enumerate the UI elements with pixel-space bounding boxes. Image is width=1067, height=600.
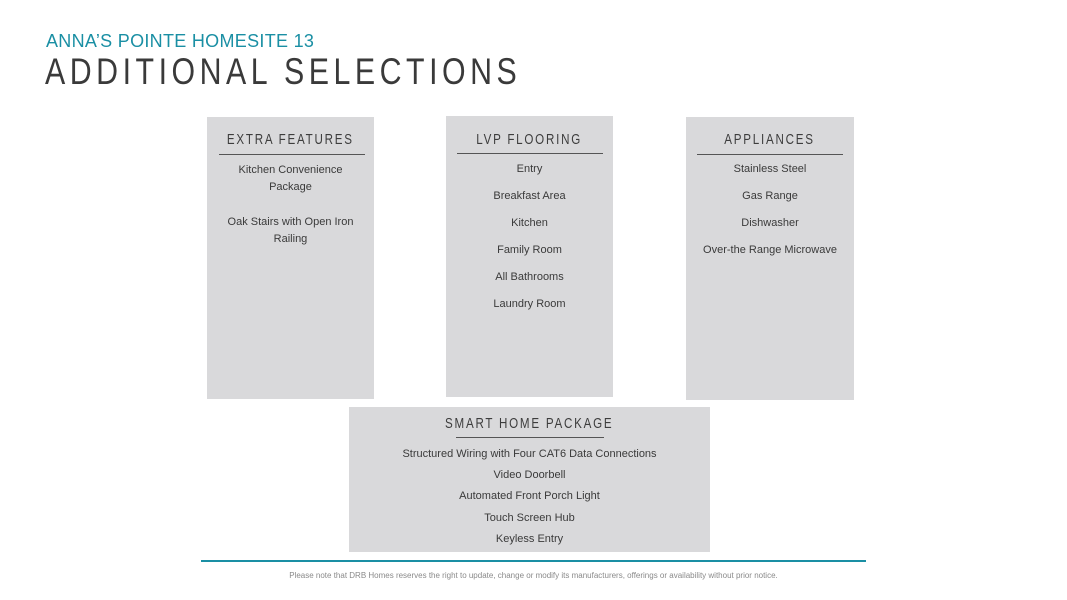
smart-home-package-card bbox=[349, 407, 710, 552]
list-item: Keyless Entry bbox=[495, 532, 564, 545]
list-item: Kitchen bbox=[511, 217, 548, 229]
list-item: Video Doorbell bbox=[493, 469, 566, 482]
appliances-heading: APPLIANCES bbox=[724, 132, 816, 148]
card-heading bbox=[349, 416, 710, 432]
list-item: Laundry Room bbox=[493, 298, 566, 310]
list-item: Oak Stairs with Open Iron Railing bbox=[227, 216, 354, 245]
heading-divider bbox=[456, 437, 604, 438]
extra-features-list bbox=[207, 162, 374, 266]
heading-divider bbox=[697, 154, 843, 155]
lvp-flooring-card bbox=[446, 116, 613, 397]
list-item: Entry bbox=[516, 163, 543, 175]
extra-features-heading: EXTRA FEATURES bbox=[227, 132, 354, 148]
heading-divider bbox=[219, 154, 365, 155]
list-item: Stainless Steel bbox=[733, 163, 807, 175]
footer-disclaimer: Please note that DRB Homes reserves the right to update, change or modify its manufacturers, offerings or availability without prior notice. bbox=[289, 571, 778, 580]
list-item: Over-the Range Microwave bbox=[703, 244, 837, 256]
list-item: Touch Screen Hub bbox=[484, 511, 575, 524]
extra-features-card bbox=[207, 117, 374, 399]
card-heading bbox=[207, 132, 374, 148]
lvp-flooring-list bbox=[446, 162, 613, 324]
card-heading bbox=[686, 132, 854, 148]
list-item: Dishwasher bbox=[741, 217, 799, 229]
list-item: Automated Front Porch Light bbox=[459, 490, 600, 503]
list-item: Kitchen Convenience Package bbox=[238, 164, 343, 193]
appliances-list bbox=[686, 162, 854, 270]
smart-home-heading: SMART HOME PACKAGE bbox=[445, 416, 614, 432]
list-item: Family Room bbox=[497, 244, 562, 256]
card-heading bbox=[446, 132, 613, 148]
page-subtitle: ANNA’S POINTE HOMESITE 13 bbox=[46, 31, 315, 51]
page-title: ADDITIONAL SELECTIONS bbox=[45, 51, 522, 92]
smart-home-list bbox=[349, 447, 710, 553]
list-item: Gas Range bbox=[742, 190, 798, 202]
appliances-card bbox=[686, 117, 854, 400]
list-item: All Bathrooms bbox=[495, 271, 564, 283]
lvp-flooring-heading: LVP FLOORING bbox=[476, 132, 583, 148]
footer-divider bbox=[201, 560, 866, 562]
list-item: Breakfast Area bbox=[493, 190, 566, 202]
list-item: Structured Wiring with Four CAT6 Data Connections bbox=[402, 448, 657, 460]
heading-divider bbox=[457, 153, 603, 154]
